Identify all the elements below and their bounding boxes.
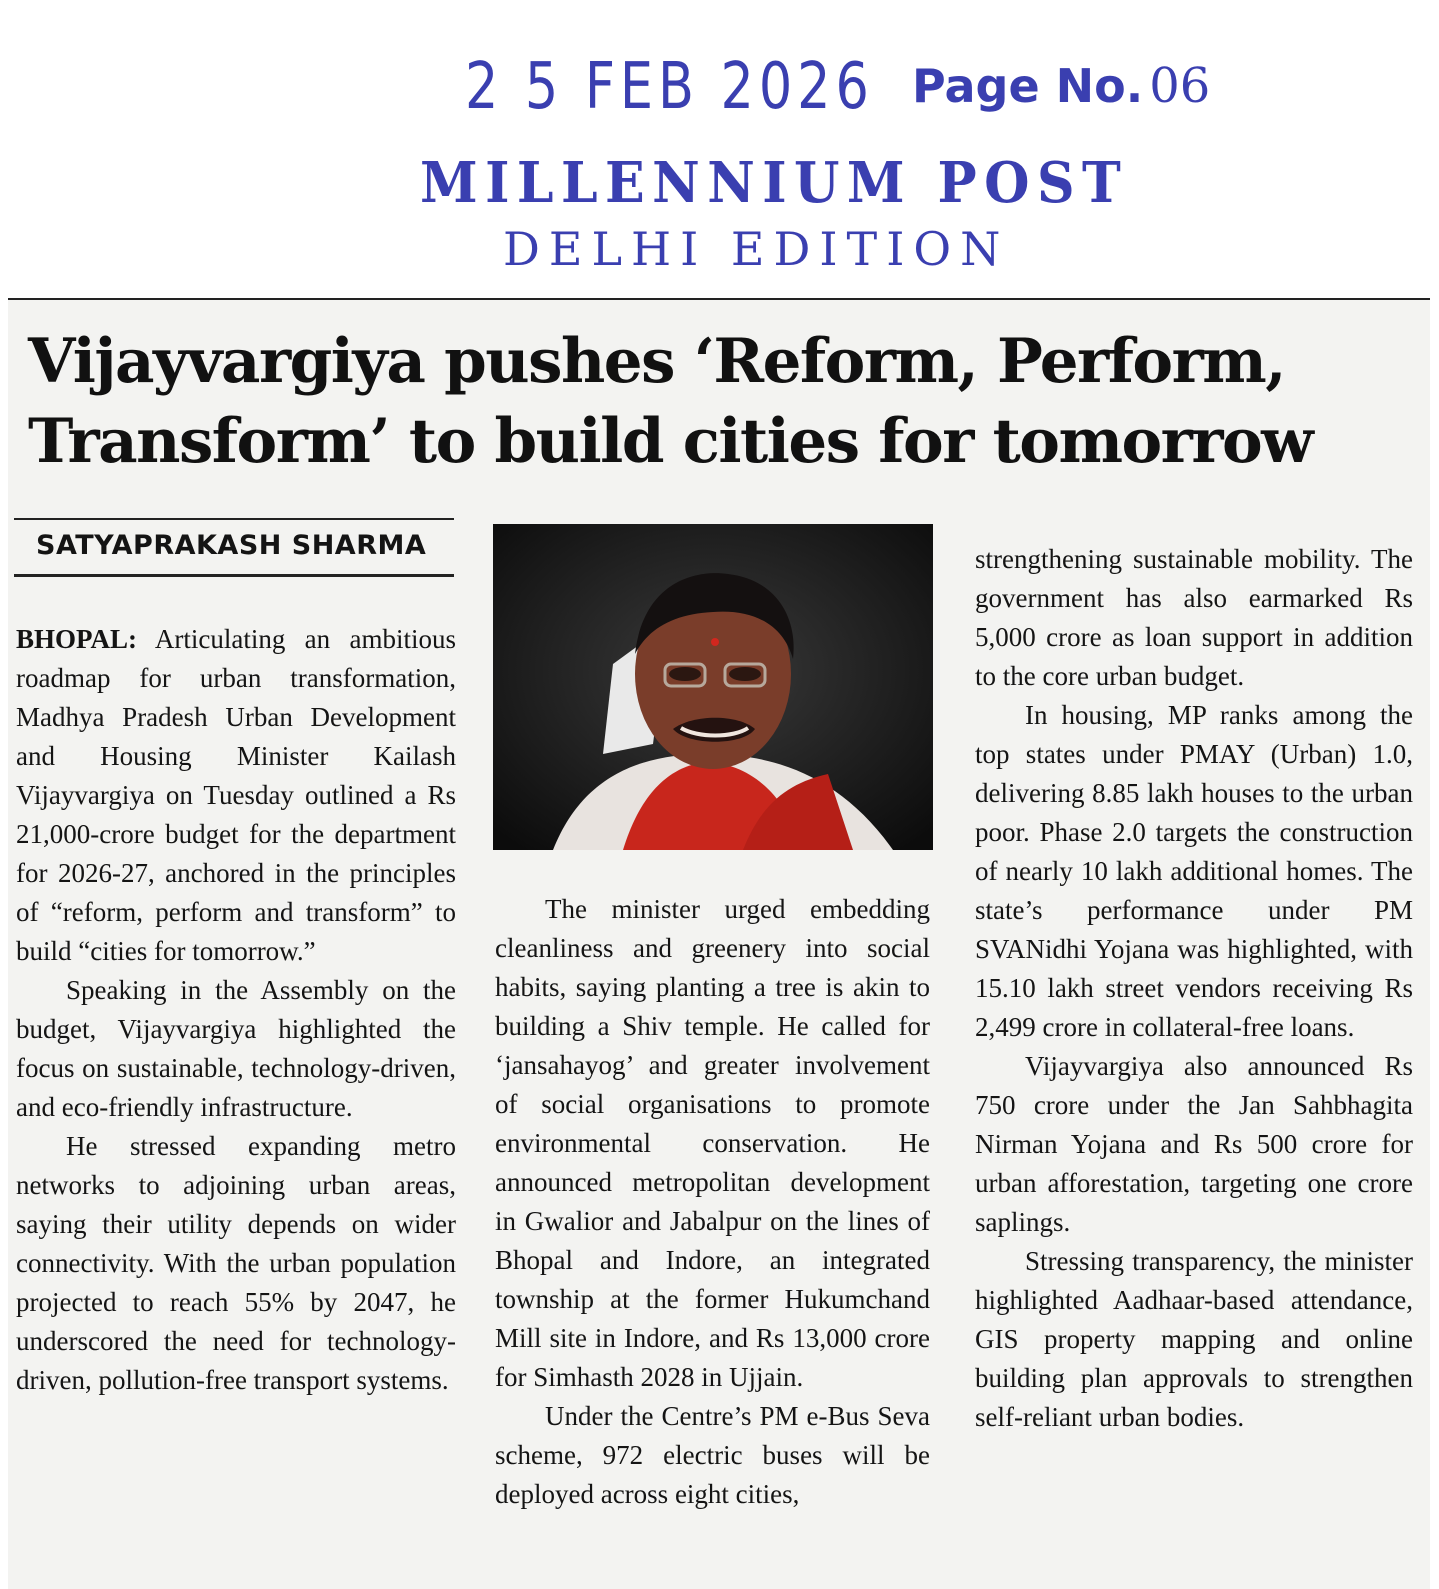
stamp-page-number: 06 [1149,58,1211,114]
paragraph-1 [16,620,456,971]
paragraph-3: He stressed expanding metro networks to adjoining urban areas, saying their utility depends on wider connectivity. With the urban population projected to reach 55% by 2047, he underscored the need for technology-driven, pollution-free transport systems. [16,1131,456,1395]
article-column-3 [975,540,1413,1437]
news-clipping [8,298,1430,1589]
stamp-page-label [912,58,1210,114]
paragraph-7: In housing, MP ranks among the top states under PMAY (Urban) 1.0, delivering 8.85 lakh houses to the urban poor. Phase 2.0 targets the construction of nearly 10 lakh additional homes. The state’s performance under PM SVANidhi Yojana was highlighted, with 15.10 lakh street vendors receiving Rs 2,499 crore in collateral-free loans. [975,700,1413,1042]
byline: SATYAPRAKASH SHARMA [36,530,427,561]
headline [28,322,1418,482]
paragraph-2: Speaking in the Assembly on the budget, Vijayvargiya highlighted the focus on sustainable, technology-driven, and eco-friendly infrastructure. [16,975,456,1122]
headline-line-1: Vijayvargiya pushes ‘Reform, Perform, [28,326,1286,397]
minister-photo [493,524,933,850]
stamp-page-text: Page No. [912,59,1144,113]
dateline: BHOPAL: [16,624,137,654]
article-column-2 [495,890,930,1514]
paragraph-5: Under the Centre’s PM e-Bus Seva scheme, 972 electric buses will be deployed across eight cities, [495,1401,930,1509]
paragraph-9: Stressing transparency, the minister highlighted Aadhaar-based attendance, GIS property mapping and online building plan approvals to strengthen self-reliant urban bodies. [975,1246,1413,1432]
paragraph-8: Vijayvargiya also announced Rs 750 crore under the Jan Sahbhagita Nirman Yojana and Rs 500 crore for urban afforestation, targeting one crore saplings. [975,1051,1413,1237]
stamp-paper-name: MILLENNIUM POST [420,150,1129,216]
byline-bottom-rule [14,574,454,577]
byline-top-rule [14,518,454,520]
stamp-edition: DELHI EDITION [503,222,1010,276]
headline-line-2: Transform’ to build cities for tomorrow [28,406,1313,477]
stamp-date: 2 5 FEB 2026 [465,50,874,124]
paragraph-6: strengthening sustainable mobility. The government has also earmarked Rs 5,000 crore as loan support in addition to the core urban budget. [975,544,1413,691]
paragraph-1-text: Articulating an ambitious roadmap for urban transformation, Madhya Pradesh Urban Development and Housing Minister Kailash Vijayvargiya on Tuesday outlined a Rs 21,000-crore budget for the department for 2026-27, anchored in the principles of “reform, perform and transform” to build “cities for tomorrow.” [16,624,456,966]
minister-portrait-image [493,524,933,850]
article-column-1 [16,620,456,1400]
paragraph-4: The minister urged embedding cleanliness and greenery into social habits, saying planting a tree is akin to building a Shiv temple. He called for ‘jansahayog’ and greater involvement of social organisations to promote environmental conservation. He announced metropolitan development in Gwalior and Jabalpur on the lines of Bhopal and Indore, an integrated township at the former Hukumchand Mill site in Indore, and Rs 13,000 crore for Simhasth 2028 in Ujjain. [495,894,930,1392]
